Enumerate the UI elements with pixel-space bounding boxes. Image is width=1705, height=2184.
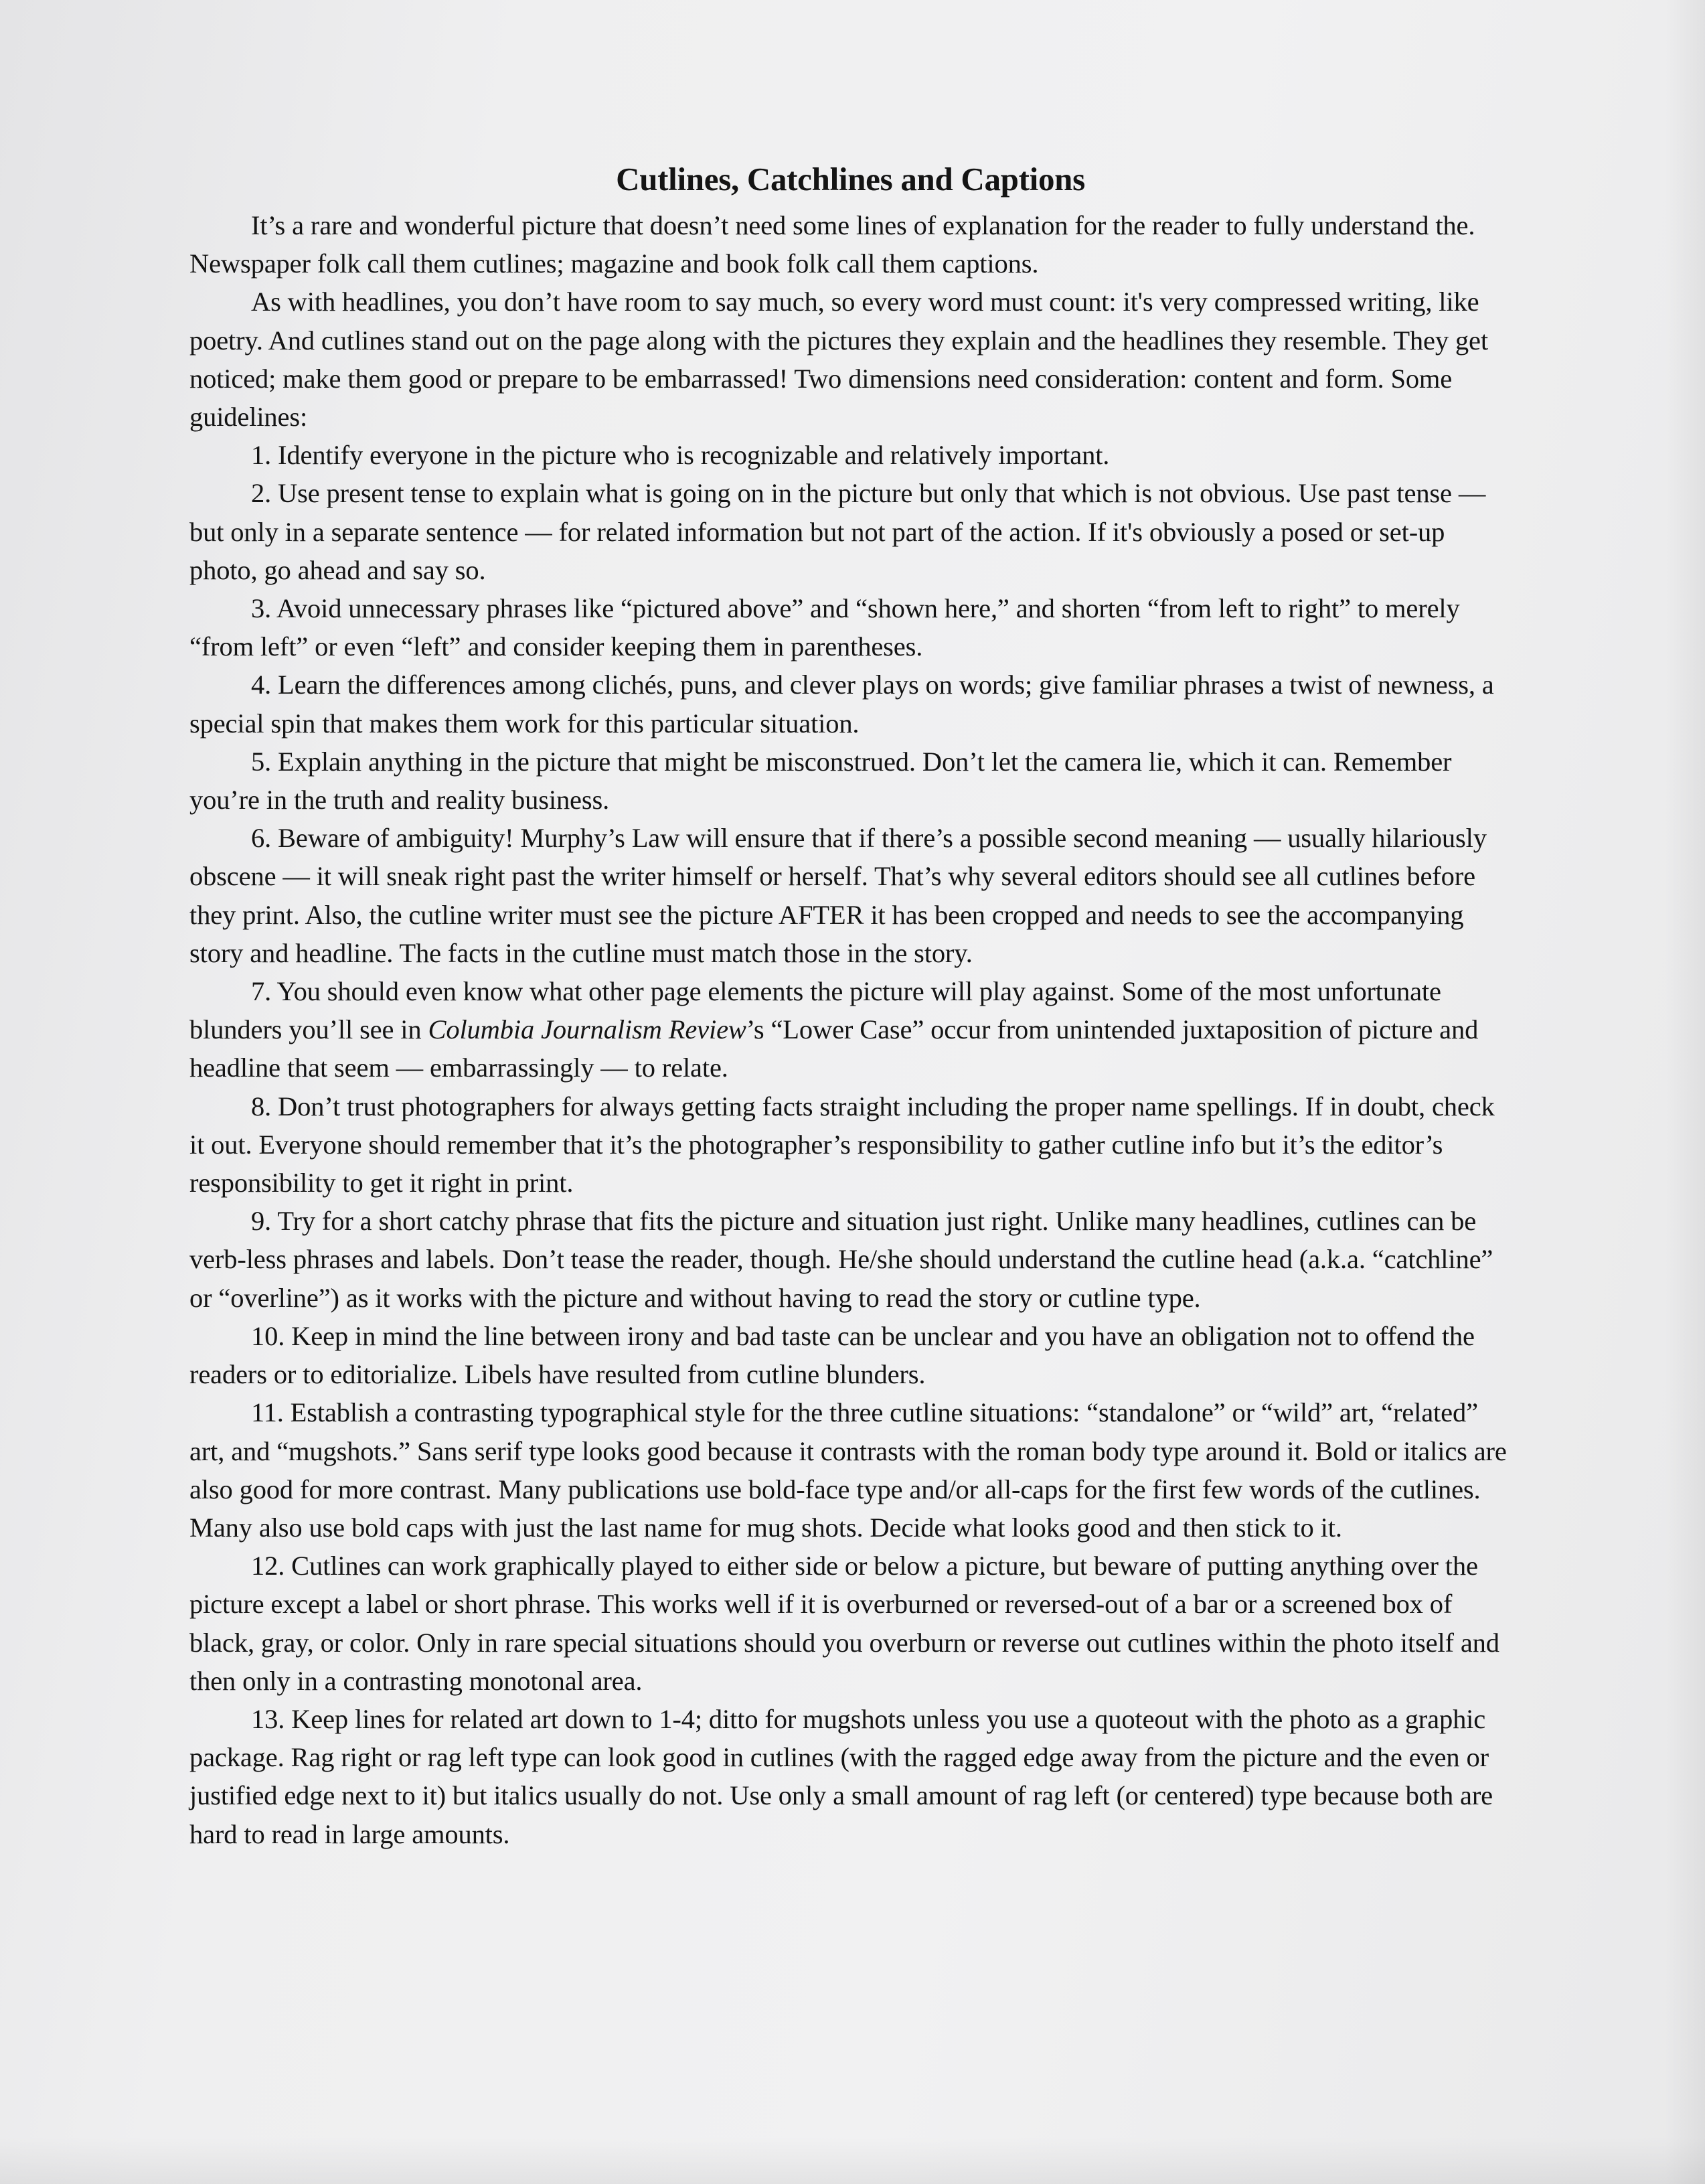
item-text: ’s “Lower Case” occur from unintended juxtaposition of picture and headline that seem — embarrassingly — to relate. bbox=[189, 1014, 1479, 1083]
document-page bbox=[189, 158, 1512, 1853]
guideline-item: 9. Try for a short catchy phrase that fits the picture and situation just right. Unlike many headlines, cutlines can be verb-less phrases and labels. Don’t tease the reader, though. He/she should understand the cutline head (a.k.a. “catchline” or “overline”) as it works with the picture and without having to read the story or cutline type. bbox=[189, 1206, 1493, 1313]
guideline-item: 11. Establish a contrasting typographical style for the three cutline situations: “standalone” or “wild” art, “related” art, and “mugshots.” Sans serif type looks good because it contrasts with the roman body type around it. Bold or italics are also good for more contrast. Many publications use bold-face type and/or all-caps for the first few words of the cutlines. Many also use bold caps with just the last name for mug shots. Decide what looks good and then stick to it. bbox=[189, 1397, 1507, 1543]
item-text: 7. You should even know what other page elements the picture will play against. Some of the most unfortunate blunders you’ll see in bbox=[189, 976, 1441, 1045]
intro-paragraph: As with headlines, you don’t have room to say much, so every word must count: it's very compressed writing, like poetry. And cutlines stand out on the page along with the pictures they explain and the headlines they resemble. They get noticed; make them good or prepare to be embarrassed! Two dimensions need consideration: content and form. Some guidelines: bbox=[189, 287, 1488, 433]
guideline-item: 5. Explain anything in the picture that might be misconstrued. Don’t let the camera lie, which it can. Remember you’re in the truth and reality business. bbox=[189, 746, 1452, 815]
guideline-item: 6. Beware of ambiguity! Murphy’s Law will ensure that if there’s a possible second meaning — usually hilariously obscene — it will sneak right past the writer himself or herself. That’s why several editors should see all cutlines before they print. Also, the cutline writer must see the picture AFTER it has been cropped and needs to see the accompanying story and headline. The facts in the cutline must match those in the story. bbox=[189, 823, 1487, 968]
page-edge-shadow bbox=[1665, 0, 1705, 2184]
guideline-item: 3. Avoid unnecessary phrases like “pictured above” and “shown here,” and shorten “from left to right” to merely “from left” or even “left” and consider keeping them in parentheses. bbox=[189, 593, 1460, 662]
guideline-item: 8. Don’t trust photographers for always getting facts straight including the proper name spellings. If in doubt, check it out. Everyone should remember that it’s the photographer’s responsibility to gather cutline info but it’s the editor’s responsibility to get it right in print. bbox=[189, 1091, 1495, 1198]
document-title: Cutlines, Catchlines and Captions bbox=[616, 161, 1085, 198]
guideline-item bbox=[189, 972, 1512, 1087]
publication-name: Columbia Journalism Review bbox=[428, 1014, 746, 1045]
guideline-item: 2. Use present tense to explain what is going on in the picture but only that which is not obvious. Use past tense — but only in a separate sentence — for related information but not part of the action. If it's obviously a posed or set-up photo, go ahead and say so. bbox=[189, 478, 1486, 585]
guideline-item: 4. Learn the differences among clichés, puns, and clever plays on words; give familiar phrases a twist of newness, a special spin that makes them work for this particular situation. bbox=[189, 670, 1494, 738]
guideline-item: 13. Keep lines for related art down to 1-4; ditto for mugshots unless you use a quoteout with the photo as a graphic package. Rag right or rag left type can look good in cutlines (with the ragged edge away from the picture and the even or justified edge next to it) but italics usually do not. Use only a small amount of rag left (or centered) type because both are hard to read in large amounts. bbox=[189, 1703, 1493, 1849]
page-bottom-shadow bbox=[0, 2137, 1705, 2184]
intro-paragraph: It’s a rare and wonderful picture that doesn’t need some lines of explanation for the reader to fully understand the. Newspaper folk call them cutlines; magazine and book folk call them captions. bbox=[189, 210, 1475, 279]
guideline-item: 12. Cutlines can work graphically played to either side or below a picture, but beware of putting anything over the picture except a label or short phrase. This works well if it is overburned or reversed-out of a bar or a screened box of black, gray, or color. Only in rare special situations should you overburn or reverse out cutlines within the photo itself and then only in a contrasting monotonal area. bbox=[189, 1551, 1499, 1696]
guideline-item: 10. Keep in mind the line between irony and bad taste can be unclear and you have an obligation not to offend the readers or to editorialize. Libels have resulted from cutline blunders. bbox=[189, 1320, 1475, 1390]
guideline-item: 1. Identify everyone in the picture who is recognizable and relatively important. bbox=[251, 440, 1110, 471]
